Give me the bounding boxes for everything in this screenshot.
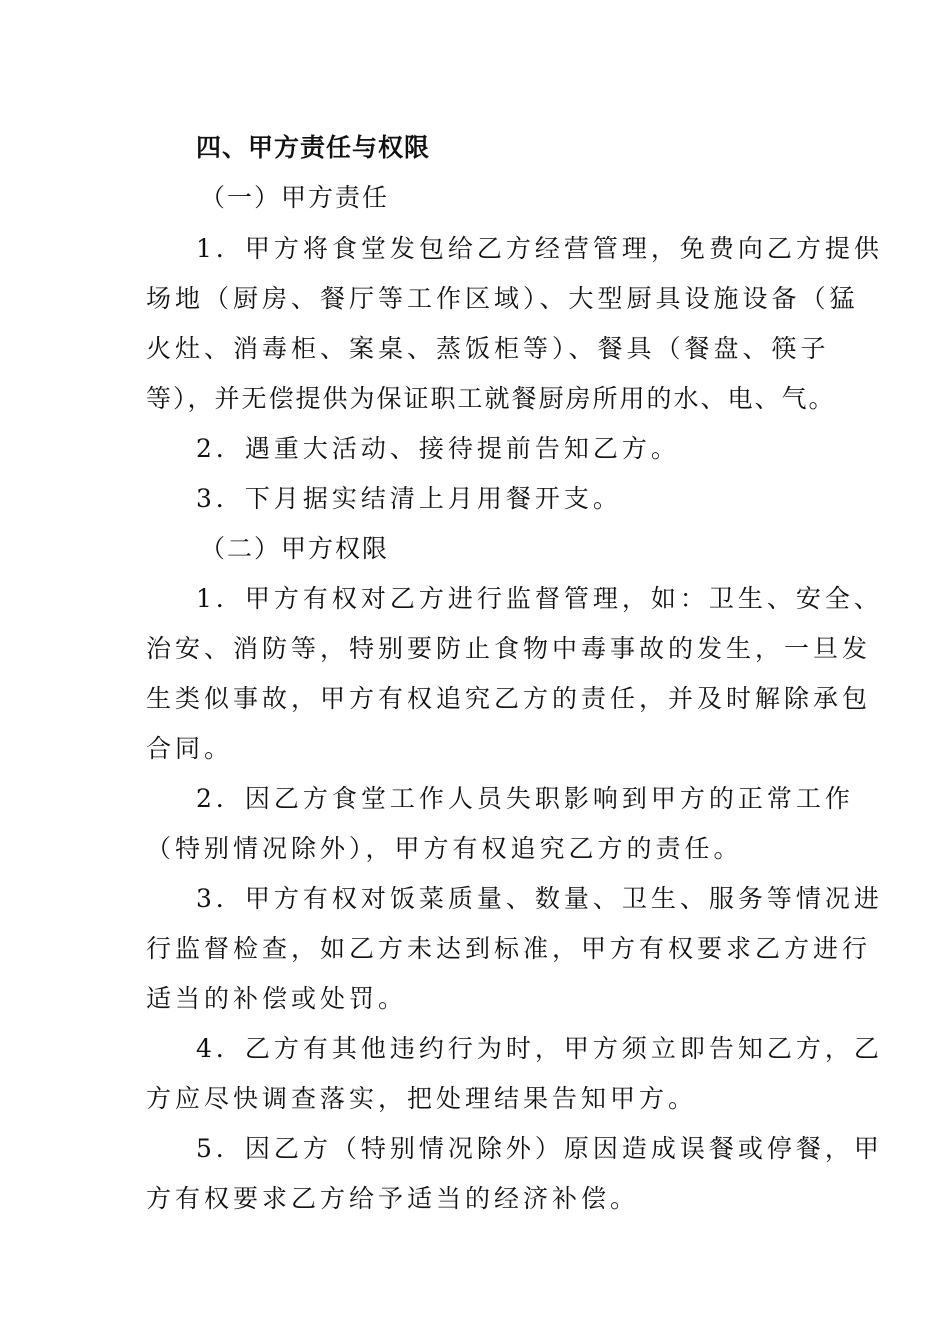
paragraph-line: 火灶、消毒柜、案桌、蒸饭柜等）、餐具（餐盘、筷子 <box>146 334 830 363</box>
paragraph-line: 行监督检查，如乙方未达到标准，甲方有权要求乙方进行 <box>146 934 872 963</box>
paragraph-line: 3．甲方有权对饭菜质量、数量、卫生、服务等情况进 <box>196 884 883 913</box>
paragraph-line: 方有权要求乙方给予适当的经济补偿。 <box>146 1184 640 1213</box>
section-heading: 四、甲方责任与权限 <box>196 133 431 162</box>
paragraph-line: 4．乙方有其他违约行为时，甲方须立即告知乙方，乙 <box>196 1034 883 1063</box>
paragraph-line: 2．遇重大活动、接待提前告知乙方。 <box>196 434 680 463</box>
subsection-title: （一）甲方责任 <box>200 183 390 212</box>
paragraph-line: 2．因乙方食堂工作人员失职影响到甲方的正常工作 <box>196 784 854 813</box>
paragraph-line: 生类似事故，甲方有权追究乙方的责任，并及时解除承包 <box>146 684 872 713</box>
paragraph-line: 适当的补偿或处罚。 <box>146 984 408 1013</box>
paragraph-line: 等），并无偿提供为保证职工就餐厨房所用的水、电、气。 <box>146 384 836 413</box>
subsection-title: （二）甲方权限 <box>200 534 390 563</box>
paragraph-line: 治安、消防等，特别要防止食物中毒事故的发生，一旦发 <box>146 634 872 663</box>
paragraph-line: 1．甲方有权对乙方进行监督管理，如：卫生、安全、 <box>196 584 883 613</box>
paragraph-line: 方应尽快调查落实，把处理结果告知甲方。 <box>146 1084 698 1113</box>
paragraph-line: 合同。 <box>146 734 234 763</box>
paragraph-line: 5．因乙方（特别情况除外）原因造成误餐或停餐，甲 <box>196 1134 883 1163</box>
paragraph-line: （特别情况除外），甲方有权追究乙方的责任。 <box>146 834 743 863</box>
paragraph-line: 场地（厨房、餐厅等工作区域）、大型厨具设施设备（猛 <box>146 284 859 313</box>
paragraph-line: 1．甲方将食堂发包给乙方经营管理，免费向乙方提供 <box>196 234 883 263</box>
paragraph-line: 3．下月据实结清上月用餐开支。 <box>196 484 622 513</box>
